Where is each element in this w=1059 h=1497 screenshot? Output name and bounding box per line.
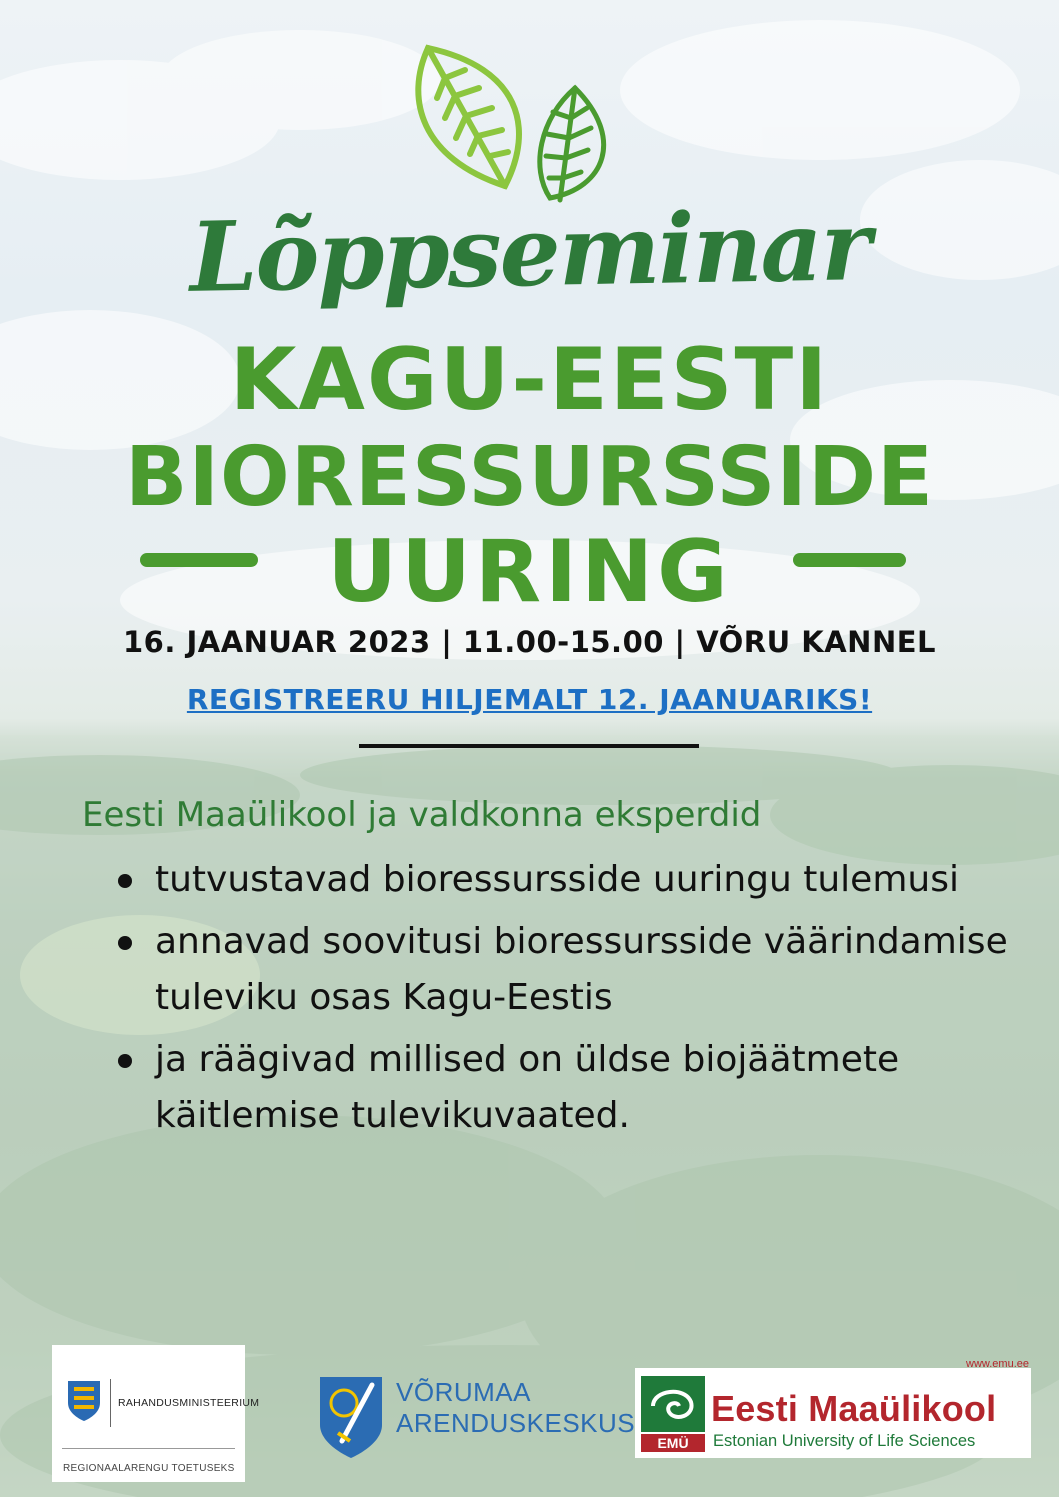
- title-line-3: UURING: [327, 522, 732, 622]
- title-line-2: BIORESSURSSIDE: [124, 430, 935, 525]
- logo-divider: [110, 1379, 111, 1427]
- emu-logo: [635, 1358, 1031, 1458]
- intro-text: Eesti Maaülikool ja valdkonna eksperdid: [82, 795, 762, 835]
- list-item: ja räägivad millised on üldse biojäätmete käitlemise tulevikuvaated.: [110, 1032, 1010, 1144]
- register-link[interactable]: REGISTREERU HILJEMALT 12. JAANUARIKS!: [186, 683, 873, 716]
- logo-rule: [62, 1448, 235, 1449]
- emu-english-name: Estonian University of Life Sciences: [713, 1432, 976, 1450]
- vorumaa-name: VÕRUMAA ARENDUSKESKUS: [396, 1377, 636, 1438]
- bullet-icon: [118, 936, 132, 950]
- emu-name: Eesti Maaülikool: [711, 1388, 997, 1429]
- coat-of-arms-icon: [66, 1379, 102, 1423]
- event-details: 16. JAANUAR 2023 | 11.00-15.00 | VÕRU KANNEL: [122, 625, 937, 659]
- bullet-icon: [118, 1054, 132, 1068]
- title-dash-right: [793, 553, 906, 567]
- vorumaa-logo: [318, 1375, 636, 1460]
- emu-url: www.emu.ee: [966, 1358, 1029, 1370]
- svg-text:EMÜ: EMÜ: [657, 1435, 689, 1451]
- bullet-icon: [118, 874, 132, 888]
- bullet-list: [110, 852, 1010, 1150]
- divider: [359, 744, 699, 748]
- ministry-subtitle: REGIONAALARENGU TOETUSEKS: [63, 1463, 235, 1474]
- vorumaa-crest-icon: [318, 1375, 384, 1460]
- ministry-name: RAHANDUSMINISTEERIUM: [118, 1397, 260, 1409]
- ministry-logo: [52, 1345, 260, 1482]
- list-item: annavad soovitusi bioressursside väärindamise tuleviku osas Kagu-Eestis: [110, 914, 1010, 1026]
- script-title: Lõppseminar: [188, 189, 871, 314]
- title-line-1: KAGU-EESTI: [229, 330, 830, 430]
- list-item: tutvustavad bioressursside uuringu tulemusi: [110, 852, 1010, 908]
- emu-emblem-icon: [641, 1376, 705, 1452]
- leaves-icon: [400, 38, 640, 208]
